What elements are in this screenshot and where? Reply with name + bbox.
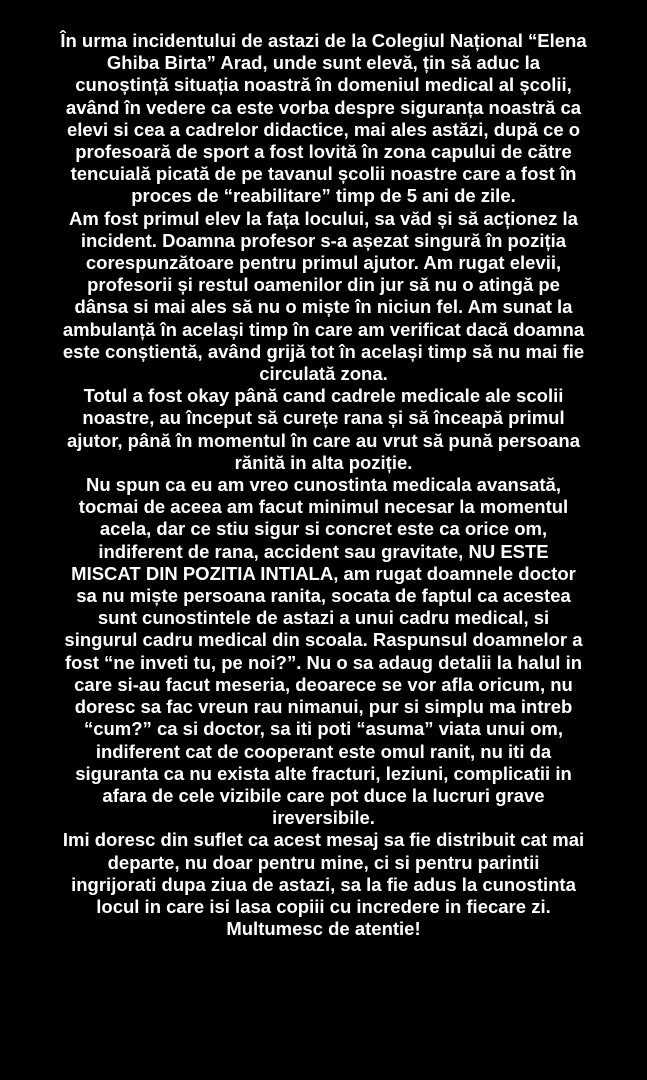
text-line: profesoară de sport a fost lovită în zona capului de către (75, 141, 572, 163)
text-line: siguranta ca nu exista alte fracturi, leziuni, complicatii in (75, 762, 572, 784)
text-line: Imi doresc din suflet ca acest mesaj sa fie distribuit cat mai (62, 829, 585, 851)
text-line: doresc sa fac vreun rau nimanui, pur si simplu ma intreb (74, 696, 573, 718)
text-line: departe, nu doar pentru mine, ci si pentru parintii (107, 851, 540, 873)
text-line: care si-au facut meseria, deoarece se vor afla oricum, nu (74, 673, 573, 695)
text-line: indiferent de rana, accident sau gravitate, NU ESTE (98, 540, 549, 562)
text-line: fost “ne inveti tu, pe noi?”. Nu o sa adaug detalii la halul in (64, 651, 583, 673)
text-line: ireversibile. (272, 807, 375, 829)
text-line: singurul cadru medical din scoala. Raspunsul doamnelor a (64, 629, 583, 651)
text-line: ingrijorati dupa ziua de astazi, sa la fie adus la cunostinta (71, 873, 576, 895)
text-line: ajutor, până în momentul în care au vrut să pună persoana (67, 429, 580, 451)
text-line: afara de cele vizibile care pot duce la lucruri grave (102, 784, 545, 806)
text-line: noastre, au început să curețe rana și să înceapă primul (82, 407, 565, 429)
text-line: este conștientă, având grijă tot în același timp să nu mai fie (62, 340, 585, 362)
text-line: indiferent cat de cooperant este omul ranit, nu iti da (95, 740, 552, 762)
text-line: proces de “reabilitare” timp de 5 ani de zile. (131, 185, 516, 207)
text-line: MISCAT DIN POZITIA INTIALA, am rugat doamnele doctor (71, 562, 576, 584)
text-line: profesorii și restul oamenilor din jur să nu o atingă pe (87, 274, 560, 296)
text-line: acela, dar ce stiu sigur si concret este ca orice om, (99, 518, 548, 540)
text-line: cunoștință situația noastră în domeniul medical al școlii, (75, 74, 572, 96)
text-line: “cum?” ca si doctor, sa iti poti “asuma” viata unui om, (83, 718, 564, 740)
text-line: ambulanță în același timp în care am verificat dacă doamna (62, 318, 585, 340)
text-line: Multumesc de atentie! (226, 918, 421, 940)
text-line: rănită in alta poziție. (234, 451, 413, 473)
text-line: incident. Doamna profesor s-a așezat singură în poziția (80, 229, 567, 251)
text-line: tencuială picată de pe tavanul școlii noastre care a fost în (70, 163, 577, 185)
text-line: Totul a fost okay până cand cadrele medicale ale scolii (83, 385, 564, 407)
text-line: circulată zona. (259, 363, 388, 385)
text-line: În urma incidentului de astazi de la Colegiul Național “Elena (60, 30, 587, 51)
text-line: Am fost primul elev la fața locului, sa văd și să acționez la (69, 207, 578, 229)
text-line: dânsa si mai ales să nu o miște în niciun fel. Am sunat la (74, 296, 573, 318)
story-message (0, 30, 647, 940)
text-line: Ghiba Birta” Arad, unde sunt elevă, țin să aduc la (106, 52, 541, 74)
text-line: având în vedere ca este vorba despre siguranța noastră ca (65, 96, 582, 118)
text-line: Nu spun ca eu am vreo cunostinta medicala avansată, (85, 474, 561, 496)
text-line: elevi si cea a cadrelor didactice, mai ales astăzi, după ce o (66, 118, 581, 140)
text-line: tocmai de aceea am facut minimul necesar la momentul (78, 496, 569, 518)
text-line: corespunzătoare pentru primul ajutor. Am rugat elevii, (85, 252, 562, 274)
text-line: sunt cunostintele de astazi a unui cadru medical, si (97, 607, 550, 629)
text-line: sa nu miște persoana ranita, socata de faptul ca acestea (76, 585, 571, 607)
text-line: locul in care isi lasa copiii cu incredere in fiecare zi. (96, 895, 551, 917)
